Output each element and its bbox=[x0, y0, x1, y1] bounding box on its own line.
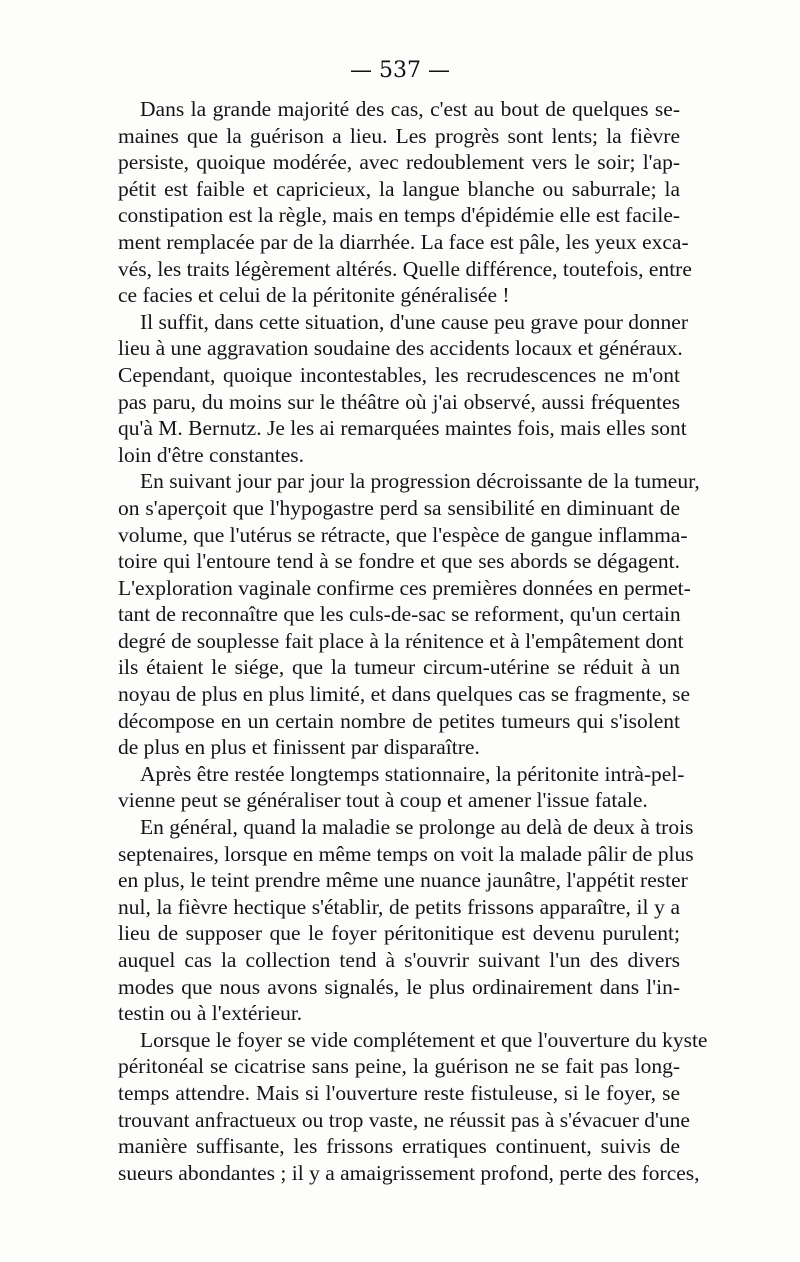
text-line: nul, la fièvre hectique s'établir, de petits frissons apparaître, il y a bbox=[118, 894, 680, 919]
text-line: pas paru, du moins sur le théâtre où j'ai observé, aussi fréquentes bbox=[118, 389, 680, 414]
text-line: testin ou à l'extérieur. bbox=[118, 1001, 303, 1026]
text-line: péritonéal se cicatrise sans peine, la guérison ne se fait pas long- bbox=[118, 1054, 680, 1079]
text-line: persiste, quoique modérée, avec redoublement vers le soir; l'ap- bbox=[118, 150, 680, 175]
text-line: Après être restée longtemps stationnaire, la péritonite intrà-pel- bbox=[140, 761, 685, 786]
text-line: on s'aperçoit que l'hypogastre perd sa sensibilité en diminuant de bbox=[118, 495, 680, 520]
text-line: loin d'être constantes. bbox=[118, 442, 304, 467]
text-line: toire qui l'entoure tend à se fondre et que ses abords se dégagent. bbox=[118, 549, 680, 574]
text-line: en plus, le teint prendre même une nuance jaunâtre, l'appétit rester bbox=[118, 868, 688, 893]
text-line: Dans la grande majorité des cas, c'est au bout de quelques se- bbox=[140, 97, 680, 121]
text-line: En suivant jour par jour la progression décroissante de la tumeur, bbox=[140, 469, 700, 494]
text-line: constipation est la règle, mais en temps d'épidémie elle est facile- bbox=[118, 203, 681, 228]
text-line: L'exploration vaginale confirme ces premières données en permet- bbox=[118, 575, 691, 600]
paragraph bbox=[118, 1027, 708, 1187]
paragraph bbox=[118, 761, 685, 814]
text-line: lieu de supposer que le foyer péritonitique est devenu purulent; bbox=[118, 921, 680, 946]
text-line: Il suffit, dans cette situation, d'une cause peu grave pour donner bbox=[140, 309, 688, 334]
text-line: trouvant anfractueux ou trop vaste, ne réussit pas à s'évacuer d'une bbox=[118, 1107, 690, 1132]
paragraph bbox=[118, 96, 692, 309]
text-line: ment remplacée par de la diarrhée. La face est pâle, les yeux exca- bbox=[118, 229, 689, 254]
page-number: — 537 — bbox=[350, 58, 450, 83]
text-line: temps attendre. Mais si l'ouverture reste fistuleuse, si le foyer, se bbox=[118, 1080, 680, 1105]
text-line: lieu à une aggravation soudaine des accidents locaux et généraux. bbox=[118, 336, 683, 361]
text-line: pétit est faible et capricieux, la langue blanche ou saburrale; la bbox=[118, 176, 680, 201]
text-line: décompose en un certain nombre de petites tumeurs qui s'isolent bbox=[118, 708, 680, 733]
text-line: manière suffisante, les frissons erratiques continuent, suivis de bbox=[118, 1134, 680, 1159]
text-line: tant de reconnaître que les culs-de-sac se reforment, qu'un certain bbox=[118, 602, 681, 627]
text-line: noyau de plus en plus limité, et dans quelques cas se fragmente, se bbox=[118, 682, 690, 707]
text-line: ils étaient le siége, que la tumeur circum-utérine se réduit à un bbox=[118, 655, 680, 680]
paragraph bbox=[118, 814, 694, 1027]
text-line: modes que nous avons signalés, le plus ordinairement dans l'in- bbox=[118, 974, 680, 999]
text-line: septenaires, lorsque en même temps on voit la malade pâlir de plus bbox=[118, 841, 694, 866]
text-line: auquel cas la collection tend à s'ouvrir suivant l'un des divers bbox=[118, 948, 680, 972]
text-line: Lorsque le foyer se vide complétement et que l'ouverture du kyste bbox=[140, 1027, 708, 1052]
text-line: En général, quand la maladie se prolonge au delà de deux à trois bbox=[140, 815, 694, 840]
text-line: qu'à M. Bernutz. Je les ai remarquées maintes fois, mais elles sont bbox=[118, 416, 687, 441]
text-line: volume, que l'utérus se rétracte, que l'espèce de gangue inflamma- bbox=[118, 522, 688, 547]
body-text bbox=[118, 96, 708, 1186]
text-line: degré de souplesse fait place à la rénitence et à l'empâtement dont bbox=[118, 628, 684, 653]
text-line: vés, les traits légèrement altérés. Quelle différence, toutefois, entre bbox=[118, 256, 692, 281]
paragraph bbox=[118, 309, 688, 469]
text-line: maines que la guérison a lieu. Les progrès sont lents; la fièvre bbox=[118, 123, 680, 148]
paragraph bbox=[118, 468, 700, 761]
text-line: ce facies et celui de la péritonite généralisée ! bbox=[118, 283, 510, 308]
text-line: Cependant, quoique incontestables, les recrudescences ne m'ont bbox=[118, 362, 680, 387]
text-line: de plus en plus et finissent par disparaître. bbox=[118, 735, 480, 760]
text-line: sueurs abondantes ; il y a amaigrissement profond, perte des forces, bbox=[118, 1160, 700, 1185]
text-line: vienne peut se généraliser tout à coup et amener l'issue fatale. bbox=[118, 788, 648, 813]
